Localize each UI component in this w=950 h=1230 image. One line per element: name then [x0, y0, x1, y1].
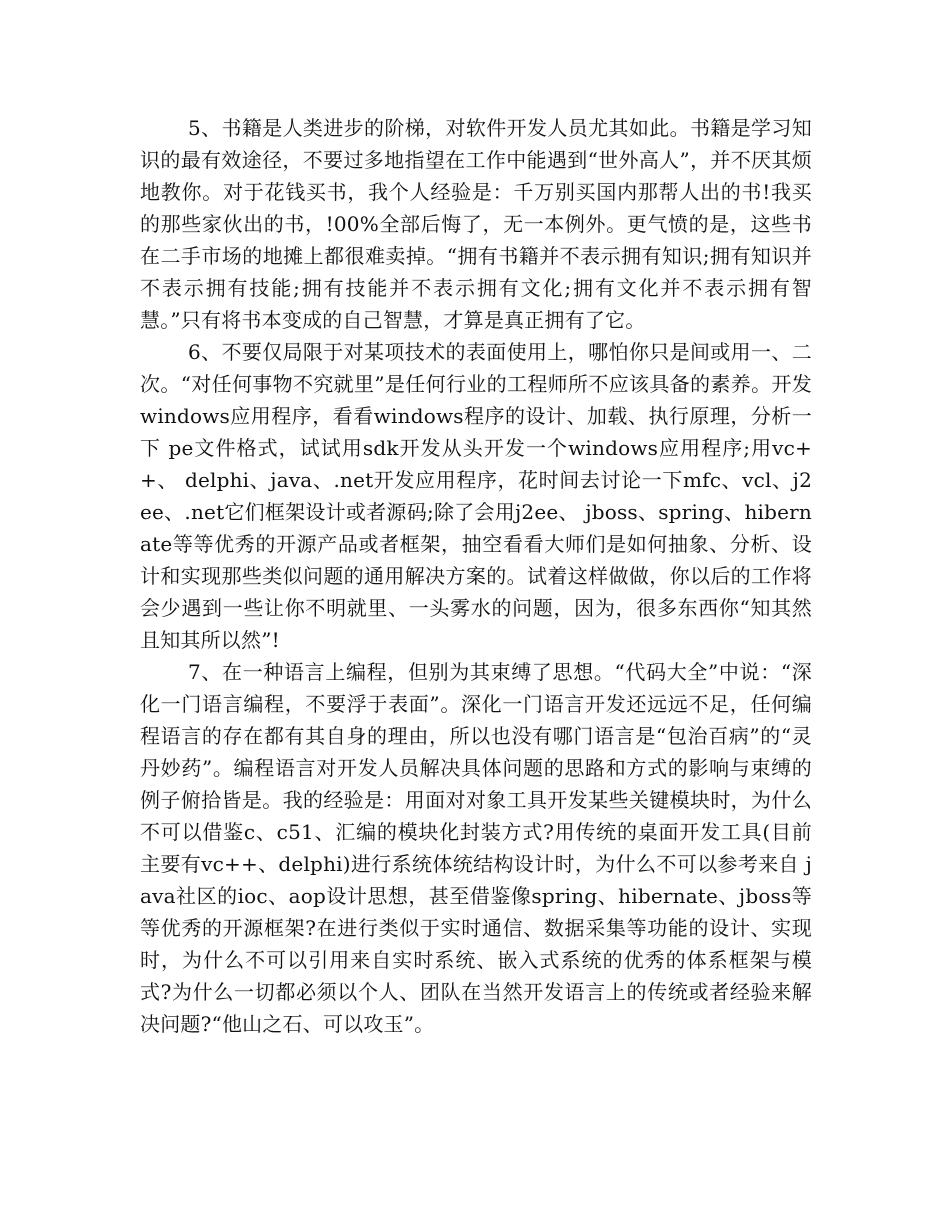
paragraph-7: 7、在一种语言上编程，但别为其束缚了思想。“代码大全”中说：“深化一门语言编程，不要浮于表面”。深化一门语言开发还远远不足，任何编程语言的存在都有其自身的理由，所以也没有哪门语言是“包治百病”的“灵丹妙药”。编程语言对开发人员解决具体问题的思路和方式的影响与束缚的例子俯拾皆是。我的经验是：用面对对象工具开发某些关键模块时，为什么不可以借鉴c、c51、汇编的模块化封装方式?用传统的桌面开发工具(目前主要有vc++、delphi)进行系统体统结构设计时，为什么不可以参考来自 java社区的ioc、aop设计思想，甚至借鉴像spring、hibernate、jboss等等优秀的开源框架?在进行类似于实时通信、数据采集等功能的设计、实现时，为什么不可以引用来自实时系统、嵌入式系统的优秀的体系框架与模式?为什么一切都必须以个人、团队在当然开发语言上的传统或者经验来解决问题?“他山之石、可以攻玉”。 [140, 660, 812, 1036]
document-body [140, 112, 812, 1040]
paragraph-6: 6、不要仅局限于对某项技术的表面使用上，哪怕你只是间或用一、二次。“对任何事物不究就里”是任何行业的工程师所不应该具备的素养。开发windows应用程序，看看windows程序的设计、加载、执行原理，分析一下 pe文件格式，试试用sdk开发从头开发一个windows应用程序;用vc++、 delphi、java、.net开发应用程序，花时间去讨论一下mfc、vcl、j2ee、.net它们框架设计或者源码;除了会用j2ee、 jboss、spring、hibernate等等优秀的开源产品或者框架，抽空看看大师们是如何抽象、分析、设计和实现那些类似问题的通用解决方案的。试着这样做做，你以后的工作将会少遇到一些让你不明就里、一头雾水的问题，因为，很多东西你“知其然且知其所以然”! [140, 340, 812, 652]
paragraph-5: 5、书籍是人类进步的阶梯，对软件开发人员尤其如此。书籍是学习知识的最有效途径，不要过多地指望在工作中能遇到“世外高人”，并不厌其烦地教你。对于花钱买书，我个人经验是：千万别买国内那帮人出的书!我买的那些家伙出的书，!00%全部后悔了，无一本例外。更气愤的是，这些书在二手市场的地摊上都很难卖掉。“拥有书籍并不表示拥有知识;拥有知识并不表示拥有技能;拥有技能并不表示拥有文化;拥有文化并不表示拥有智慧。”只有将书本变成的自己智慧，才算是真正拥有了它。 [140, 116, 812, 332]
